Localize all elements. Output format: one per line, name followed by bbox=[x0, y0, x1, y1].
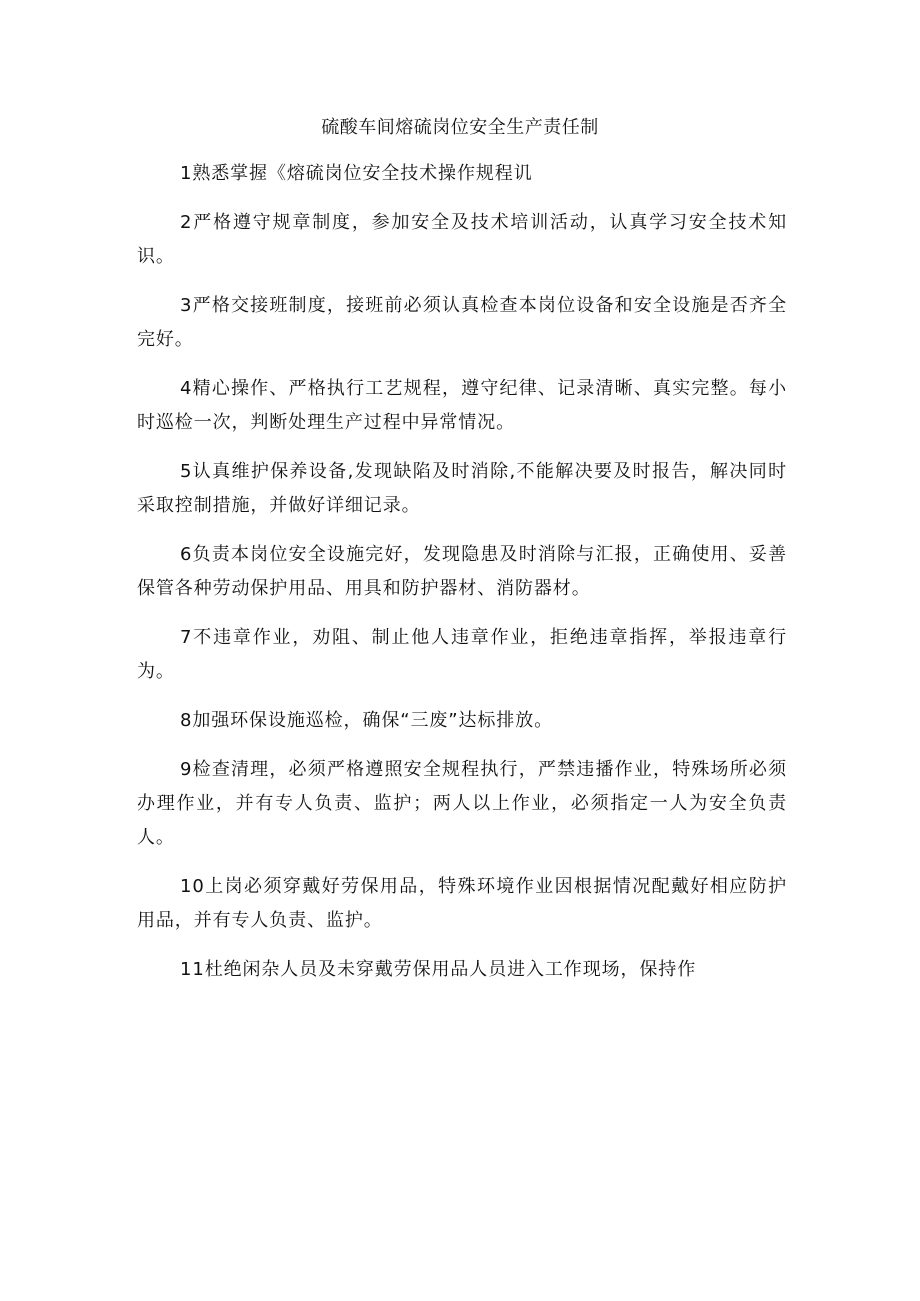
paragraph-10: 10上岗必须穿戴好劳保用品，特殊环境作业因根据情况配戴好相应防护用品，并有专人负责、监护。 bbox=[137, 876, 787, 931]
paragraph-2: 2严格遵守规章制度，参加安全及技术培训活动，认真学习安全技术知识。 bbox=[137, 212, 787, 267]
paragraph-4: 4精心操作、严格执行工艺规程，遵守纪律、记录清晰、真实完整。每小时巡检一次，判断处理生产过程中异常情况。 bbox=[137, 378, 787, 433]
paragraph-8: 8加强环保设施巡检，确保“三废”达标排放。 bbox=[180, 710, 554, 731]
document-title: 硫酸车间熔硫岗位安全生产责任制 bbox=[321, 117, 599, 138]
paragraph-11: 11杜绝闲杂人员及未穿戴劳保用品人员进入工作现场，保持作 bbox=[180, 959, 697, 980]
paragraph-6: 6负责本岗位安全设施完好，发现隐患及时消除与汇报，正确使用、妥善保管各种劳动保护用品、用具和防护器材、消防器材。 bbox=[137, 544, 787, 599]
paragraph-9: 9检查清理，必须严格遵照安全规程执行，严禁违播作业，特殊场所必须办理作业，并有专人负责、监护；两人以上作业，必须指定一人为安全负责人。 bbox=[137, 759, 787, 848]
document-body bbox=[137, 157, 787, 1002]
paragraph-7: 7不违章作业，劝阻、制止他人违章作业，拒绝违章指挥，举报违章行为。 bbox=[137, 627, 787, 682]
paragraph-5: 5认真维护保养设备,发现缺陷及时消除,不能解决要及时报告，解决同时采取控制措施，并做好详细记录。 bbox=[137, 461, 787, 516]
paragraph-1: 1熟悉掌握《熔硫岗位安全技术操作规程讥 bbox=[180, 163, 533, 184]
paragraph-3: 3严格交接班制度，接班前必须认真检查本岗位设备和安全设施是否齐全完好。 bbox=[137, 295, 787, 350]
